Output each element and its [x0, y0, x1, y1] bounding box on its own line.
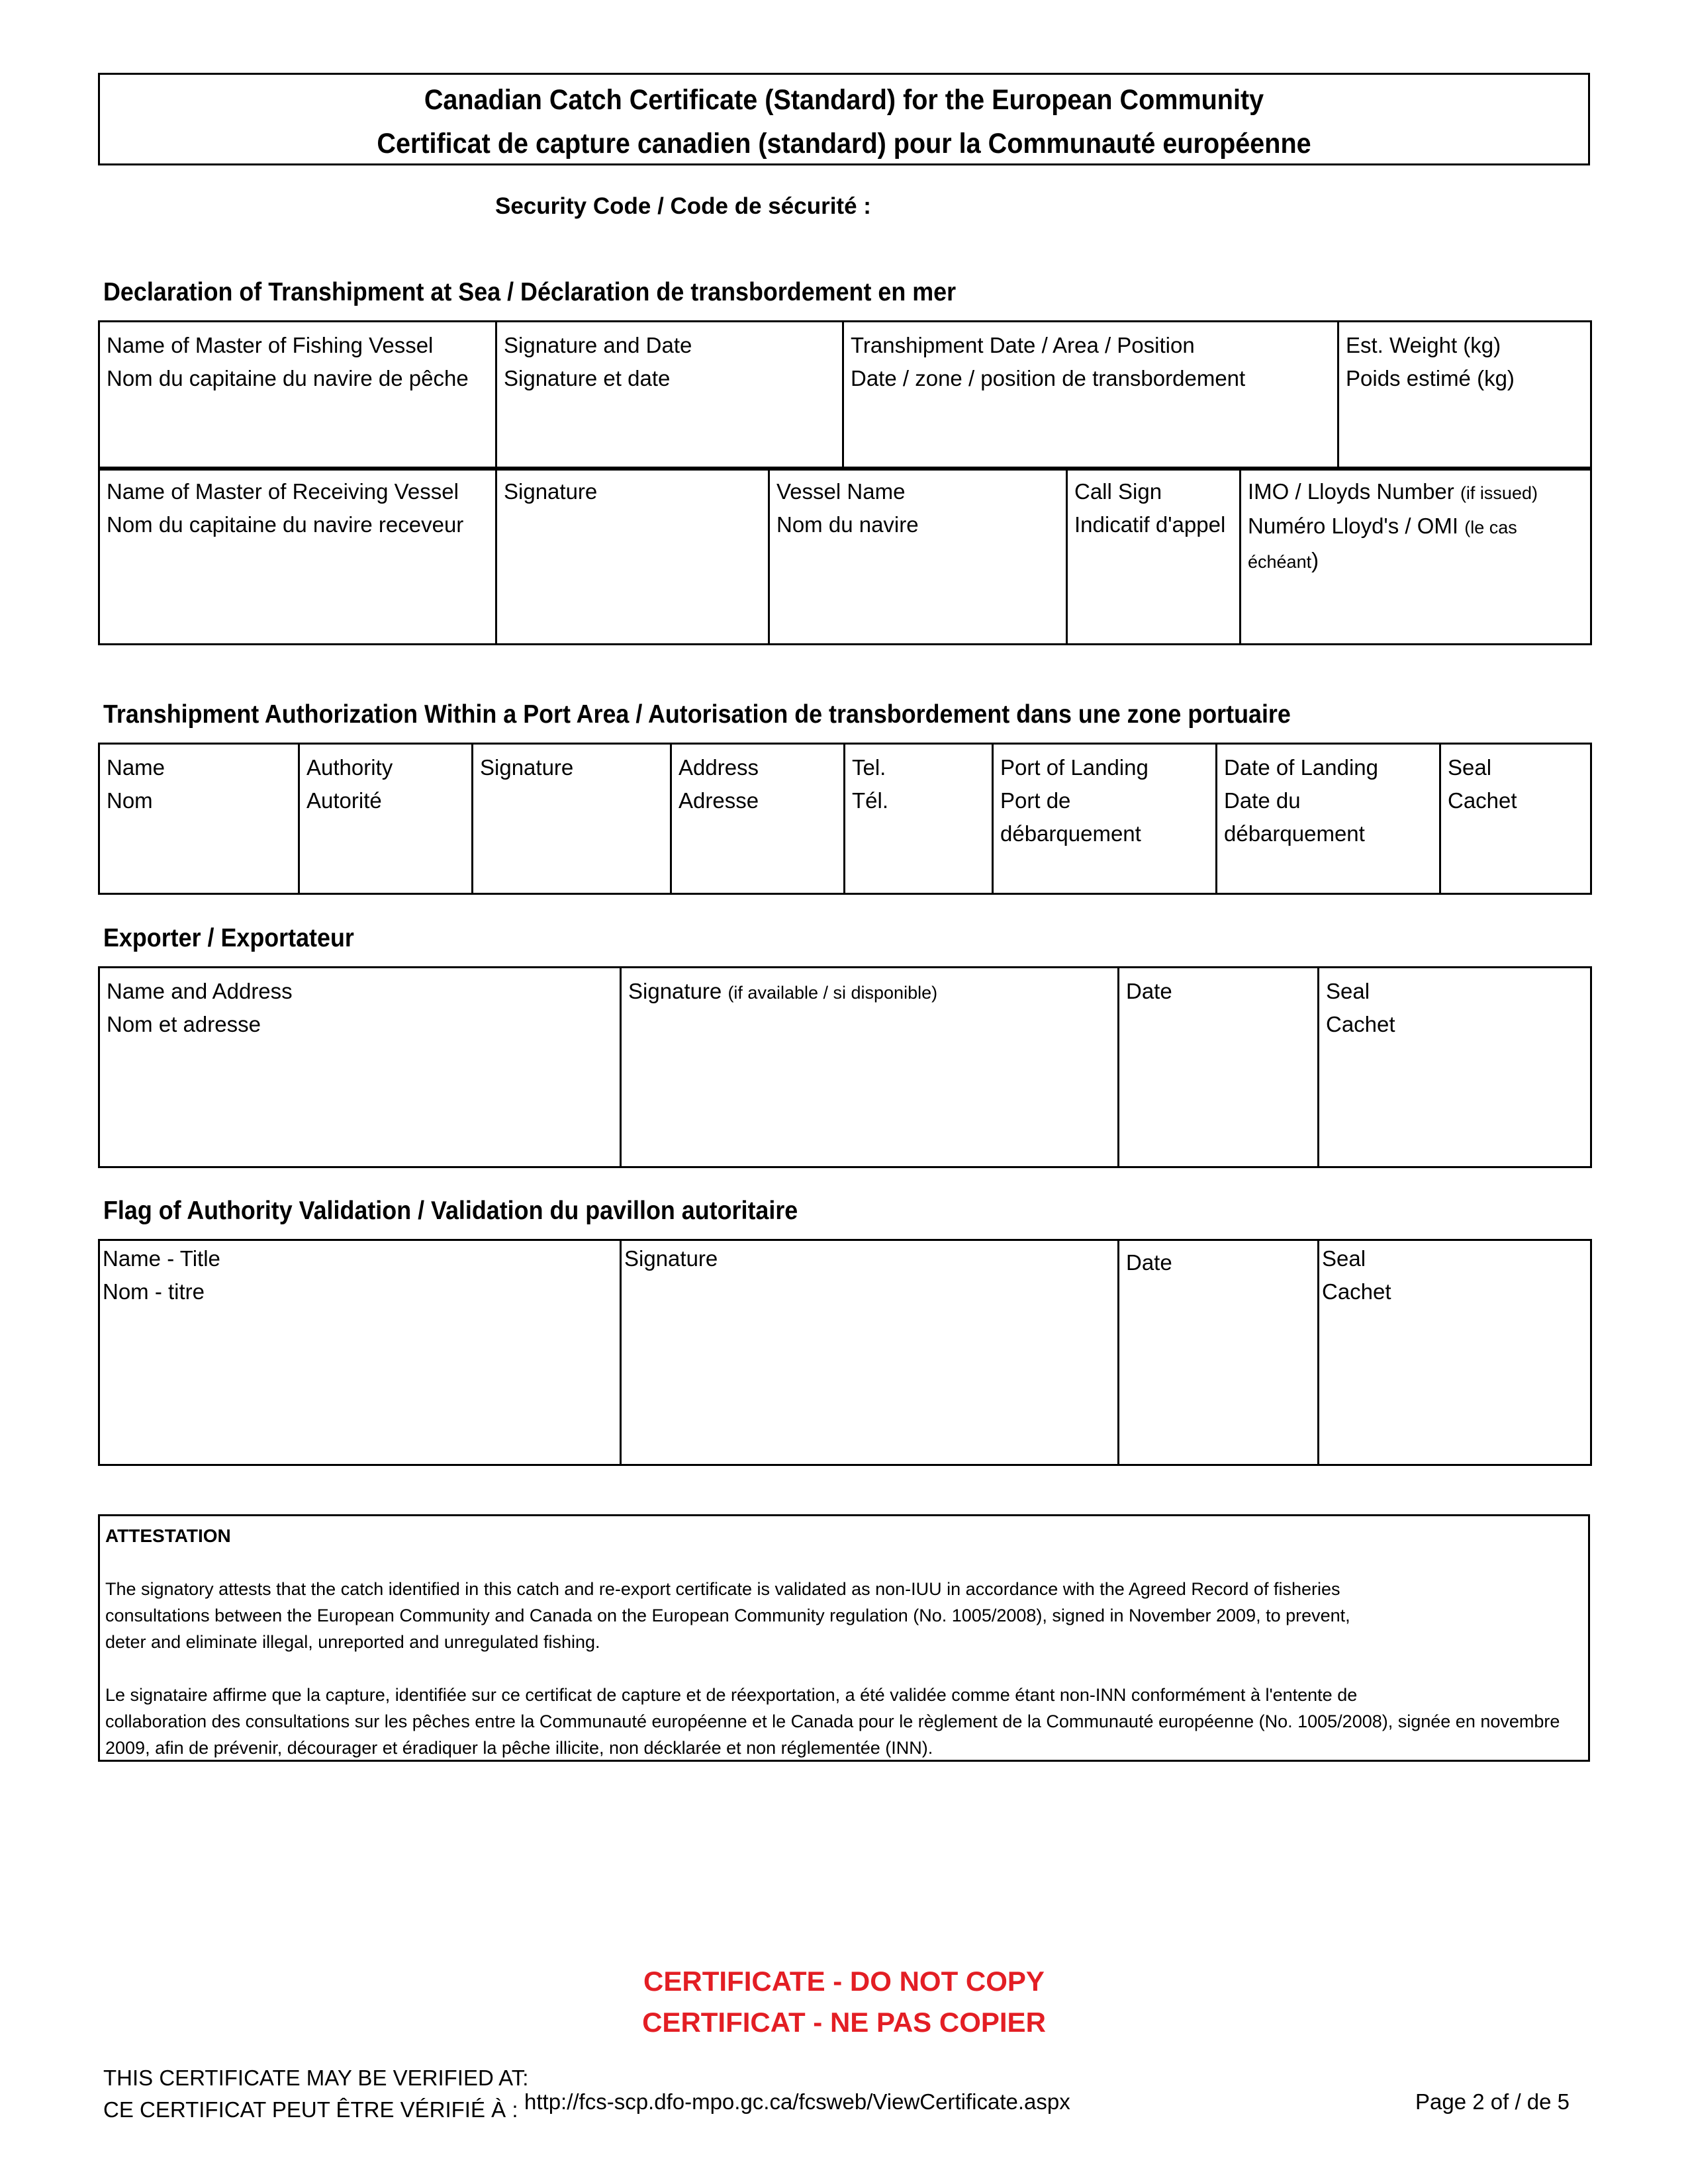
transhipment-at-sea-row1 — [98, 320, 1592, 471]
verification-url-link[interactable]: http://fcs-scp.dfo-mpo.gc.ca/fcsweb/ViewCertificate.aspx — [524, 2089, 1070, 2114]
master-fishing-vessel-field[interactable]: Name of Master of Fishing Vessel Nom du capitaine du navire de pêche — [99, 322, 496, 470]
verify-label: THIS CERTIFICATE MAY BE VERIFIED AT: CE CERTIFICAT PEUT ÊTRE VÉRIFIÉ À : — [103, 2066, 529, 2122]
port-authorization-table — [98, 743, 1592, 895]
do-not-copy-warning-fr: CERTIFICAT - NE PAS COPIER — [642, 2007, 1046, 2038]
signature-and-date-field[interactable]: Signature and Date Signature et date — [496, 322, 843, 470]
attestation-box — [98, 1514, 1590, 1762]
exporter-title: Exporter / Exportateur — [103, 924, 354, 952]
exporter-table — [98, 966, 1592, 1168]
title-french: Certificat de capture canadien (standard) pour la Communauté européenne — [377, 128, 1311, 159]
flag-validation-title: Flag of Authority Validation / Validation du pavillon autoritaire — [103, 1197, 798, 1225]
exporter-name-address-field[interactable]: Name and Address Nom et adresse — [99, 968, 621, 1167]
exporter-date-field[interactable]: Date — [1119, 968, 1319, 1167]
port-address-field[interactable]: Address Adresse — [671, 744, 845, 894]
date-of-landing-field[interactable]: Date of Landing Date du débarquement — [1217, 744, 1440, 894]
flag-date-field[interactable]: Date — [1119, 1240, 1319, 1465]
title-english: Canadian Catch Certificate (Standard) for the European Community — [424, 84, 1264, 116]
port-signature-field[interactable]: Signature — [473, 744, 671, 894]
exporter-seal-field[interactable]: Seal Cachet — [1319, 968, 1591, 1167]
receiving-signature-field[interactable]: Signature — [496, 468, 769, 645]
security-code-label: Security Code / Code de sécurité : — [495, 193, 871, 219]
imo-lloyds-number-field[interactable]: IMO / Lloyds Number (if issued) Numéro Lloyd's / OMI (le cas échéant) — [1241, 468, 1591, 645]
attestation-heading: ATTESTATION — [105, 1525, 231, 1546]
port-authorization-title: Transhipment Authorization Within a Port Area / Autorisation de transbordement dans une zone portuaire — [103, 700, 1291, 729]
flag-name-title-field[interactable]: Name - Title Nom - titre — [99, 1240, 621, 1465]
certificate-title-box — [98, 73, 1590, 165]
flag-signature-field[interactable]: Signature — [621, 1240, 1119, 1465]
flag-seal-field[interactable]: Seal Cachet — [1319, 1240, 1591, 1465]
port-seal-field[interactable]: Seal Cachet — [1440, 744, 1591, 894]
port-authority-field[interactable]: Authority Autorité — [299, 744, 473, 894]
attestation-english: The signatory attests that the catch identified in this catch and re-export certificate is validated as non-IUU in accordance with the Agreed Record of fisheries consultations between the European Community and Canada on the European Community regulation (No. 1005/2008), signed in November 2009, to prevent, deter and eliminate illegal, unreported and unregulated fishing. — [105, 1579, 1350, 1652]
port-name-field[interactable]: Name Nom — [99, 744, 299, 894]
do-not-copy-warning-en: CERTIFICATE - DO NOT COPY — [643, 1966, 1045, 1997]
call-sign-field[interactable]: Call Sign Indicatif d'appel — [1067, 468, 1241, 645]
transhipment-at-sea-title: Declaration of Transhipment at Sea / Déclaration de transbordement en mer — [103, 278, 957, 306]
vessel-name-field[interactable]: Vessel Name Nom du navire — [769, 468, 1067, 645]
flag-validation-table — [98, 1239, 1592, 1466]
transhipment-at-sea-row2 — [98, 467, 1592, 645]
attestation-french: Le signataire affirme que la capture, identifiée sur ce certificat de capture et de réexportation, a été validée comme étant non-INN conformément à l'entente de collaboration des consultations sur les pêches entre la Communauté européenne et le Canada pour le règlement de la Communauté européenne (No. 1005/2008), signée en novembre 2009, afin de prévenir, décourager et éradiquer la pêche illicite, non décklarée et non réglementée (INN). — [105, 1685, 1560, 1758]
port-of-landing-field[interactable]: Port of Landing Port de débarquement — [993, 744, 1217, 894]
port-tel-field[interactable]: Tel. Tél. — [845, 744, 993, 894]
master-receiving-vessel-field[interactable]: Name of Master of Receiving Vessel Nom du capitaine du navire receveur — [99, 468, 496, 645]
exporter-signature-field[interactable]: Signature (if available / si disponible) — [621, 968, 1119, 1167]
est-weight-field[interactable]: Est. Weight (kg) Poids estimé (kg) — [1338, 322, 1591, 470]
transhipment-date-area-position-field[interactable]: Transhipment Date / Area / Position Date / zone / position de transbordement — [843, 322, 1338, 470]
page-number: Page 2 of / de 5 — [1415, 2089, 1570, 2114]
